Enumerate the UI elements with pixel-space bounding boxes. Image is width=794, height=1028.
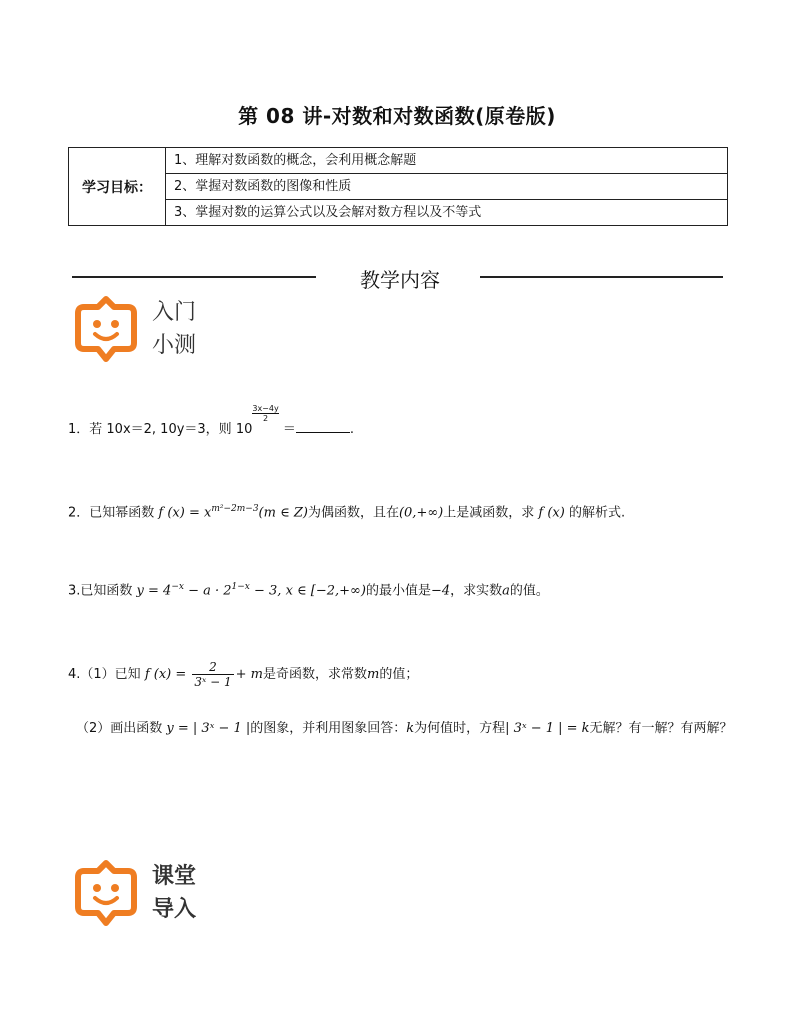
question-1 bbox=[68, 404, 355, 439]
q4b-text-4: 无解？有一解？有两解？ bbox=[589, 721, 733, 736]
q2-formula: f (x) = x bbox=[158, 505, 212, 521]
goal-item-2: 2、掌握对数函数的图像和性质 bbox=[166, 174, 727, 200]
q3-min-value: −4 bbox=[430, 583, 451, 599]
q2-exponent: m²−2m−3 bbox=[211, 504, 259, 514]
q4a-text-2: 是奇函数，求常数 bbox=[262, 667, 367, 682]
q1-equals: ＝ bbox=[282, 422, 296, 437]
q2-text: 2．已知幂函数 bbox=[68, 505, 159, 521]
question-4-part-2 bbox=[76, 720, 733, 738]
q4b-text-2: 的图象，并利用图象回答： bbox=[250, 721, 407, 736]
q1-exponent-den: 2 bbox=[262, 414, 269, 423]
q4b-text-3: 为何值时，方程 bbox=[414, 721, 506, 736]
divider-right bbox=[480, 276, 723, 278]
goal-item-3: 3、掌握对数的运算公式以及会解对数方程以及不等式 bbox=[174, 205, 482, 220]
q1-end: . bbox=[349, 422, 355, 437]
q3-formula-a: y = 4 bbox=[136, 583, 172, 599]
q4a-fx: f (x) = bbox=[144, 667, 191, 682]
badge-line-1: 入门 bbox=[152, 300, 197, 325]
q4a-frac-num: 2 bbox=[192, 660, 233, 675]
q2-text-3: 上是减函数，求 bbox=[443, 505, 535, 521]
q2-domain: (m ∈ Z) bbox=[258, 505, 308, 521]
q3-exp-1: −x bbox=[171, 582, 184, 592]
q4a-var-m: m bbox=[366, 667, 380, 682]
badge-entry-quiz-label bbox=[152, 296, 196, 362]
divider-left bbox=[72, 276, 316, 278]
q2-fx: f (x) bbox=[534, 505, 569, 521]
q4a-text-3: 的值； bbox=[379, 667, 419, 682]
q2-text-4: 的解析式. bbox=[568, 505, 626, 521]
badge-line-1: 课堂 bbox=[152, 864, 197, 889]
q3-text-2: 的最小值是 bbox=[365, 583, 431, 599]
q4a-fraction bbox=[192, 660, 233, 689]
q1-answer-blank bbox=[296, 420, 350, 433]
robot-face-icon bbox=[74, 296, 138, 364]
q3-formula-b: − a · 2 bbox=[183, 583, 232, 599]
document-title: 第 08 讲-对数和对数函数(原卷版) bbox=[238, 104, 556, 128]
q3-text-3: ，求实数 bbox=[450, 583, 503, 599]
goals-label: 学习目标： bbox=[69, 148, 166, 226]
q1-exponent bbox=[252, 404, 278, 423]
goal-item-1: 1、理解对数函数的概念，会利用概念解题 bbox=[166, 148, 727, 174]
q2-interval: (0,+∞) bbox=[398, 505, 444, 521]
q3-var-a: a bbox=[502, 583, 510, 599]
q4b-equation: | 3ˣ − 1 | = k bbox=[505, 721, 590, 736]
q4b-formula: y = | 3ˣ − 1 | bbox=[166, 721, 251, 736]
badge-class-intro-label bbox=[152, 860, 196, 926]
q4a-plus-m: + m bbox=[235, 667, 263, 682]
q1-text: 1．若 10x＝2, 10y＝3，则 10 bbox=[68, 422, 253, 437]
goals-list bbox=[166, 148, 728, 226]
q1-exponent-num: 3x−4y bbox=[252, 404, 279, 413]
section-heading: 教学内容 bbox=[360, 268, 440, 292]
question-3 bbox=[68, 578, 549, 600]
robot-face-icon bbox=[74, 860, 138, 928]
badge-line-2: 小测 bbox=[152, 333, 197, 358]
q3-formula-c: − 3, x ∈ [−2,+∞) bbox=[249, 583, 366, 599]
question-2 bbox=[68, 500, 625, 522]
q4b-text: （2）画出函数 bbox=[76, 721, 167, 736]
learning-goals-table bbox=[68, 147, 728, 226]
q3-text-4: 的值。 bbox=[509, 583, 549, 599]
q3-text: 3.已知函数 bbox=[68, 583, 137, 599]
q4a-text: 4.（1）已知 bbox=[68, 667, 145, 682]
badge-line-2: 导入 bbox=[152, 897, 197, 922]
q4a-frac-den: 3ˣ − 1 bbox=[194, 675, 232, 689]
q3-exp-2: 1−x bbox=[231, 582, 250, 592]
q2-text-2: 为偶函数，且在 bbox=[307, 505, 399, 521]
q4b-var-k: k bbox=[406, 721, 415, 736]
question-4-part-1 bbox=[68, 660, 418, 689]
